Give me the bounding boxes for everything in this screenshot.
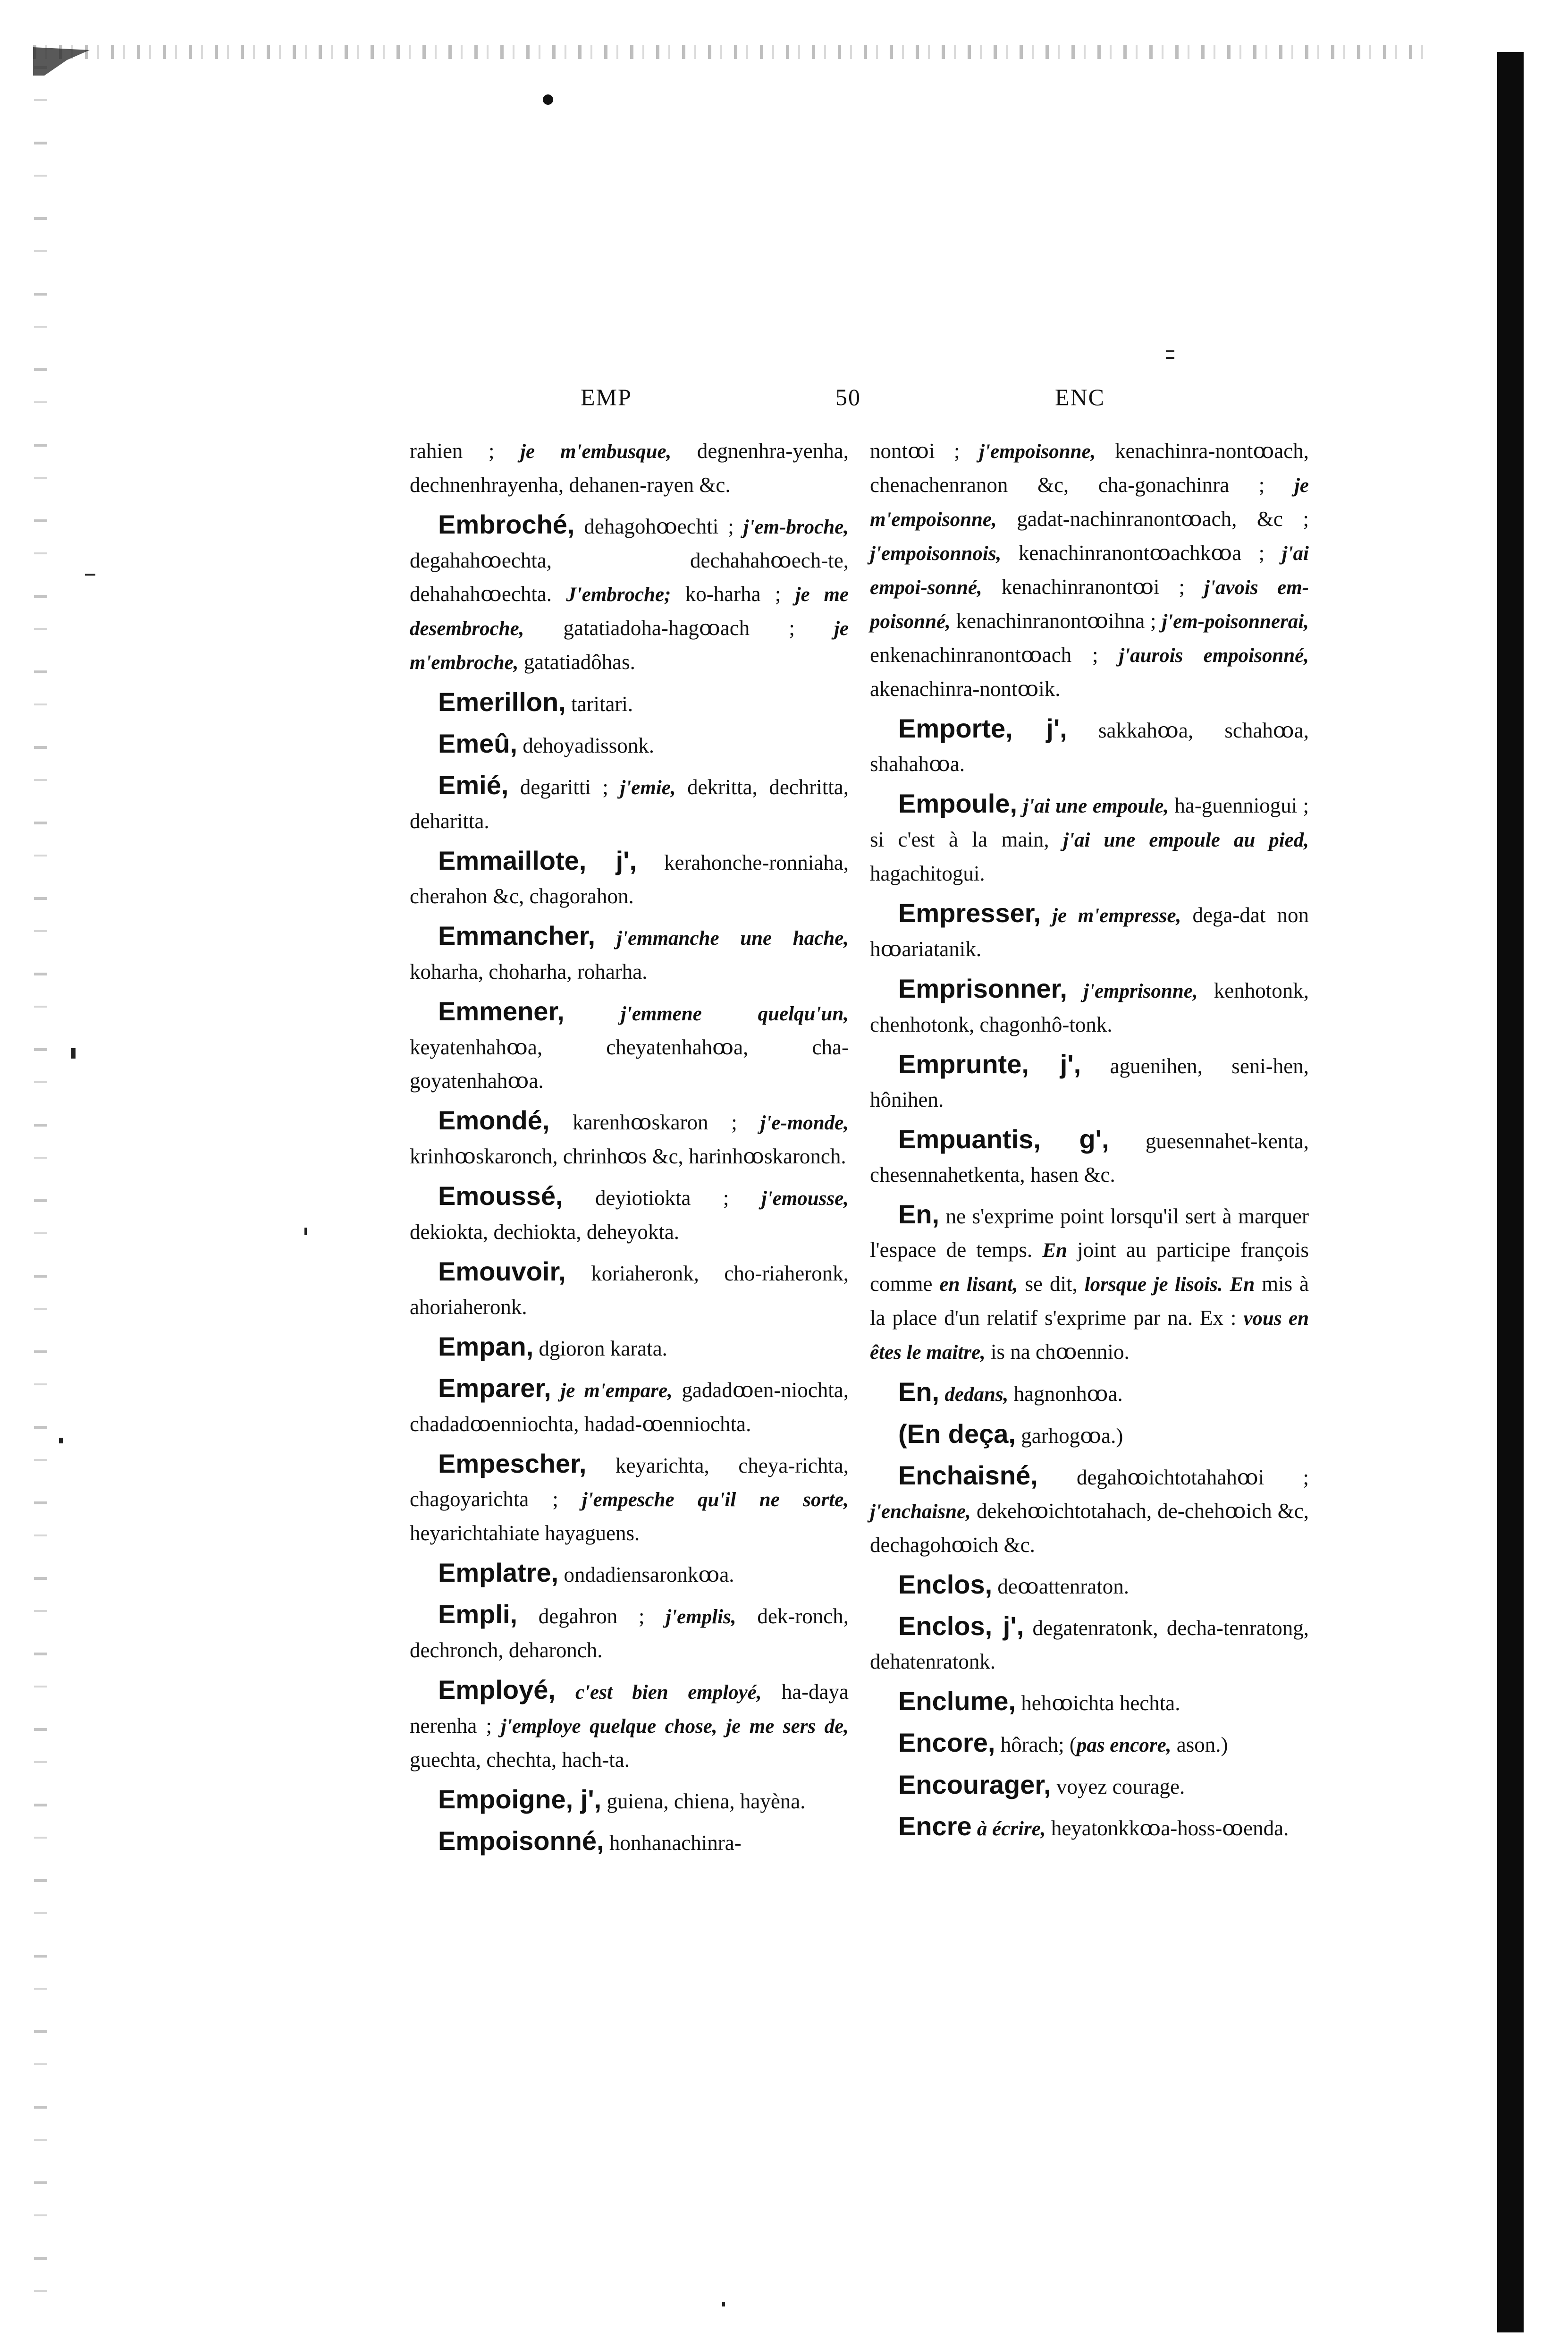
- headword: Empoigne, j',: [438, 1784, 602, 1814]
- dictionary-entry: [870, 1726, 1309, 1762]
- headword: Emmener,: [438, 996, 565, 1026]
- italic-gloss: j'emmanche une hache,: [616, 927, 849, 950]
- scan-mark: [1166, 350, 1174, 352]
- definition-text: [1041, 903, 1052, 927]
- definition-text: [1067, 979, 1083, 1002]
- italic-gloss: j'ai empoi-sonné,: [870, 543, 1309, 599]
- definition-text: ha-guenniogui ; si c'est à la main,: [870, 794, 1309, 851]
- definition-text: kerahonche-ronniaha, cherahon &c, chagorahon.: [410, 851, 849, 908]
- definition-text: gadadꝏen-niochta, chadadꝏenniochta, hadad-ꝏenniochta.: [410, 1378, 849, 1436]
- definition-text: kenachinranontꝏi ;: [982, 575, 1204, 599]
- dictionary-entry: [870, 1458, 1309, 1562]
- running-head: [581, 383, 1114, 416]
- definition-text: kenachinra-nontꝏach, chenachenranon &c, cha-gonachinra ;: [870, 439, 1309, 497]
- definition-text: enkenachinranontꝏach ;: [870, 643, 1119, 667]
- italic-gloss: vous en êtes le maitre,: [870, 1307, 1309, 1364]
- definition-text: taritari.: [565, 692, 633, 716]
- scan-artifact-left-edge: [34, 66, 47, 2332]
- headword: Enclos,: [898, 1569, 993, 1599]
- headword: Emerillon,: [438, 687, 566, 717]
- definition-text: deꝏattenraton.: [992, 1575, 1130, 1598]
- headword: Emparer,: [438, 1373, 551, 1403]
- dictionary-entry: [410, 1255, 849, 1324]
- italic-gloss: j'e-monde,: [760, 1112, 849, 1134]
- dictionary-entry: [410, 1824, 849, 1860]
- dictionary-entry: [870, 434, 1309, 706]
- running-head-left: EMP: [581, 384, 632, 410]
- dictionary-entry: [410, 1556, 849, 1592]
- definition-text: gatatiadoha-hagꝏach ;: [524, 616, 834, 640]
- definition-text: dehagohꝏechti ;: [574, 515, 743, 538]
- dictionary-entry: [870, 896, 1309, 966]
- right-column: [870, 434, 1309, 1851]
- dictionary-entry: [410, 434, 849, 502]
- headword: Emmaillote, j',: [438, 846, 637, 875]
- italic-gloss: à écrire,: [977, 1818, 1046, 1840]
- dictionary-entry: [410, 685, 849, 721]
- scan-mark: [1166, 357, 1174, 359]
- scan-artifact-right-bar: [1497, 52, 1524, 2332]
- dictionary-entry: [870, 1568, 1309, 1603]
- definition-text: degatenratonk, decha-tenratong, dehatenratonk.: [870, 1616, 1309, 1673]
- italic-gloss: en lisant,: [939, 1273, 1018, 1296]
- definition-text: [1223, 1272, 1230, 1296]
- dictionary-entry: [410, 1103, 849, 1173]
- definition-text: sakkahꝏa, schahꝏa, shahahꝏa.: [870, 719, 1309, 776]
- italic-gloss: j'avois em-poisonné,: [870, 577, 1309, 633]
- headword: Empescher,: [438, 1449, 587, 1478]
- headword: Emmancher,: [438, 921, 596, 950]
- definition-text: [595, 926, 616, 950]
- definition-text: heyatonkkꝏa-hoss-ꝏenda.: [1045, 1816, 1289, 1840]
- italic-gloss: j'emplis,: [666, 1606, 736, 1628]
- headword: Enclume,: [898, 1686, 1016, 1716]
- definition-text: rahien ;: [410, 439, 520, 463]
- dictionary-entry: [870, 972, 1309, 1042]
- scan-artifact-top-edge: [33, 45, 1430, 59]
- italic-gloss: je m'empare,: [560, 1380, 673, 1402]
- dictionary-entry: [410, 1371, 849, 1441]
- definition-text: ason.): [1171, 1733, 1228, 1756]
- definition-text: voyez courage.: [1051, 1775, 1185, 1798]
- dictionary-entry: [410, 844, 849, 913]
- definition-text: guesennahet-kenta, chesennahetkenta, hasen &c.: [870, 1129, 1309, 1187]
- italic-gloss: dedans,: [944, 1383, 1009, 1406]
- italic-gloss: c'est bien employé,: [575, 1681, 762, 1704]
- definition-text: is na chꝏennio.: [985, 1340, 1130, 1364]
- definition-text: kenachinranontꝏihna ;: [950, 609, 1162, 633]
- italic-gloss: je m'empresse,: [1052, 905, 1181, 927]
- headword: En,: [898, 1199, 940, 1229]
- italic-gloss: je m'embroche,: [410, 618, 849, 674]
- italic-gloss: j'emie,: [620, 777, 676, 799]
- definition-text: koriaheronk, cho-riaheronk, ahoriaheronk.: [410, 1262, 849, 1319]
- definition-text: hagachitogui.: [870, 862, 985, 885]
- headword: Encore,: [898, 1728, 995, 1757]
- definition-text: ko-harha ;: [671, 582, 795, 606]
- definition-text: kenhotonk, chenhotonk, chagonhô-tonk.: [870, 979, 1309, 1036]
- italic-gloss: j'ai une empoule,: [1023, 795, 1169, 817]
- ink-dot: [543, 94, 553, 105]
- headword: Empresser,: [898, 898, 1041, 928]
- left-column: [410, 434, 849, 1865]
- definition-text: honhanachinra-: [604, 1831, 742, 1855]
- italic-gloss: lorsque je lisois.: [1084, 1273, 1223, 1296]
- headword: Emié,: [438, 770, 509, 800]
- definition-text: [565, 1001, 621, 1025]
- definition-text: joint au participe françois comme: [870, 1238, 1309, 1296]
- headword: Empuantis, g',: [898, 1124, 1109, 1154]
- headword: Empli,: [438, 1599, 518, 1629]
- definition-text: hehꝏichta hechta.: [1015, 1691, 1180, 1715]
- dictionary-entry: [410, 1179, 849, 1249]
- definition-text: dekehꝏichtotahach, de-chehꝏich &c, dechagohꝏich &c.: [870, 1499, 1309, 1557]
- definition-text: [551, 1378, 561, 1402]
- italic-gloss: j'emprisonne,: [1083, 980, 1198, 1002]
- running-head-right: ENC: [1055, 384, 1105, 410]
- headword: Encourager,: [898, 1770, 1051, 1799]
- definition-text: karenhꝏskaron ;: [549, 1111, 760, 1134]
- italic-gloss: j'ai une empoule au pied,: [1063, 829, 1309, 851]
- italic-gloss: j'emmene quelqu'un,: [620, 1003, 849, 1025]
- definition-text: heyarichtahiate hayaguens.: [410, 1521, 640, 1545]
- italic-gloss: j'employe quelque chose, je me sers de,: [501, 1715, 849, 1738]
- definition-text: hagnonhꝏa.: [1008, 1382, 1123, 1406]
- definition-text: [939, 1382, 944, 1406]
- definition-text: dega-dat non hꝏariatanik.: [870, 903, 1309, 961]
- headword: Empan,: [438, 1331, 534, 1361]
- definition-text: ha-daya nerenha ;: [410, 1680, 849, 1738]
- dictionary-entry: [870, 1684, 1309, 1720]
- definition-text: mis à la place d'un relatif s'exprime par na. Ex :: [870, 1272, 1309, 1330]
- scan-mark: [85, 574, 95, 576]
- italic-gloss: j'empoisonne,: [979, 441, 1096, 463]
- headword: Emoussé,: [438, 1181, 563, 1211]
- dictionary-entry: [870, 787, 1309, 890]
- definition-text: garhogꝏa.): [1015, 1424, 1123, 1448]
- italic-gloss: pas encore,: [1076, 1734, 1172, 1756]
- headword: Emplatre,: [438, 1558, 559, 1587]
- scan-mark: [71, 1048, 76, 1059]
- dictionary-entry: [410, 1782, 849, 1818]
- scan-mark: [59, 1438, 63, 1443]
- definition-text: se dit,: [1018, 1272, 1085, 1296]
- headword: Empoisonné,: [438, 1826, 604, 1856]
- headword: Employé,: [438, 1675, 556, 1704]
- italic-gloss: En: [1042, 1239, 1067, 1262]
- dictionary-entry: [410, 919, 849, 989]
- dictionary-entry: [870, 1417, 1309, 1453]
- definition-text: gadat-nachinranontꝏach, &c ;: [996, 507, 1309, 531]
- italic-gloss: j'em-broche,: [743, 516, 849, 538]
- headword: Emeû,: [438, 729, 518, 758]
- dictionary-entry: [870, 1375, 1309, 1411]
- dictionary-entry: [870, 712, 1309, 781]
- definition-text: akenachinra-nontꝏik.: [870, 677, 1061, 701]
- definition-text: degaritti ;: [508, 775, 620, 799]
- definition-text: nontꝏi ;: [870, 439, 979, 463]
- headword: Emprunte, j',: [898, 1049, 1081, 1079]
- definition-text: dehoyadissonk.: [517, 734, 655, 757]
- italic-gloss: En: [1230, 1273, 1255, 1296]
- headword: Emporte, j',: [898, 713, 1067, 743]
- italic-gloss: je m'empoisonne,: [870, 475, 1309, 531]
- dictionary-entry: [870, 1809, 1309, 1846]
- definition-text: kenachinranontꝏachkꝏa ;: [1001, 541, 1282, 565]
- definition-text: [1017, 794, 1023, 817]
- headword: (En deça,: [898, 1419, 1016, 1449]
- dictionary-entry: [410, 1447, 849, 1550]
- definition-text: aguenihen, seni-hen, hônihen.: [870, 1054, 1309, 1111]
- definition-text: ne s'exprime point lorsqu'il sert à marquer l'espace de temps.: [870, 1204, 1309, 1262]
- dictionary-entry: [410, 1597, 849, 1667]
- definition-text: degahꝏichtotahahꝏi ;: [1037, 1466, 1309, 1489]
- headword: Enchaisné,: [898, 1460, 1038, 1490]
- headword: Embroché,: [438, 509, 575, 539]
- page-number: 50: [835, 384, 861, 410]
- italic-gloss: je me desembroche,: [410, 584, 849, 640]
- headword: Emondé,: [438, 1105, 550, 1135]
- definition-text: [556, 1680, 575, 1704]
- definition-text: keyatenhahꝏa, cheyatenhahꝏa, cha-goyatenhahꝏa.: [410, 1035, 849, 1093]
- headword: Enclos, j',: [898, 1611, 1024, 1641]
- definition-text: keyarichta, cheya-richta, chagoyarichta ;: [410, 1454, 849, 1511]
- headword: Empoule,: [898, 788, 1018, 818]
- scan-mark: [304, 1228, 307, 1235]
- italic-gloss: j'aurois empoisonné,: [1119, 644, 1309, 667]
- dictionary-entry: [410, 768, 849, 838]
- italic-gloss: j'empoisonnois,: [870, 543, 1002, 565]
- scan-mark: [722, 2302, 725, 2306]
- definition-text: degnenhra-yenha, dechnenhrayenha, dehanen-rayen &c.: [410, 439, 849, 497]
- headword: En,: [898, 1377, 940, 1407]
- definition-text: dgioron karata.: [533, 1337, 667, 1360]
- dictionary-entry: [410, 508, 849, 679]
- definition-text: degahahꝏechta, dechahahꝏech-te, dehahahꝏechta.: [410, 549, 849, 606]
- definition-text: [972, 1816, 977, 1840]
- italic-gloss: j'empesche qu'il ne sorte,: [582, 1489, 849, 1511]
- dictionary-entry: [410, 994, 849, 1098]
- definition-text: koharha, choharha, roharha.: [410, 960, 648, 983]
- dictionary-entry: [870, 1047, 1309, 1117]
- definition-text: guechta, chechta, hach-ta.: [410, 1748, 630, 1772]
- definition-text: dek-ronch, dechronch, deharonch.: [410, 1604, 849, 1662]
- definition-text: guiena, chiena, hayèna.: [601, 1789, 806, 1813]
- headword: Emprisonner,: [898, 974, 1067, 1003]
- italic-gloss: je m'embusque,: [520, 441, 672, 463]
- definition-text: dekiokta, dechiokta, deheyokta.: [410, 1220, 680, 1244]
- dictionary-entry: [870, 1122, 1309, 1192]
- definition-text: gatatiadôhas.: [518, 650, 635, 674]
- dictionary-entry: [410, 727, 849, 763]
- italic-gloss: j'enchaisne,: [870, 1501, 971, 1523]
- definition-text: deyiotiokta ;: [563, 1186, 761, 1210]
- dictionary-entry: [870, 1609, 1309, 1679]
- definition-text: ondadiensaronkꝏa.: [558, 1563, 734, 1586]
- italic-gloss: J'embroche;: [566, 584, 671, 606]
- definition-text: dekritta, dechritta, deharitta.: [410, 775, 849, 833]
- headword: Encre: [898, 1811, 972, 1841]
- italic-gloss: j'em-poisonnerai,: [1162, 610, 1309, 633]
- headword: Emouvoir,: [438, 1256, 566, 1286]
- definition-text: hôrach; (: [995, 1733, 1077, 1756]
- dictionary-entry: [870, 1768, 1309, 1804]
- dictionary-entry: [870, 1197, 1309, 1369]
- definition-text: krinhꝏskaronch, chrinhꝏs &c, harinhꝏskaronch.: [410, 1145, 846, 1168]
- definition-text: degahron ;: [517, 1604, 666, 1628]
- dictionary-entry: [410, 1673, 849, 1777]
- italic-gloss: j'emousse,: [761, 1187, 849, 1210]
- dictionary-entry: [410, 1330, 849, 1365]
